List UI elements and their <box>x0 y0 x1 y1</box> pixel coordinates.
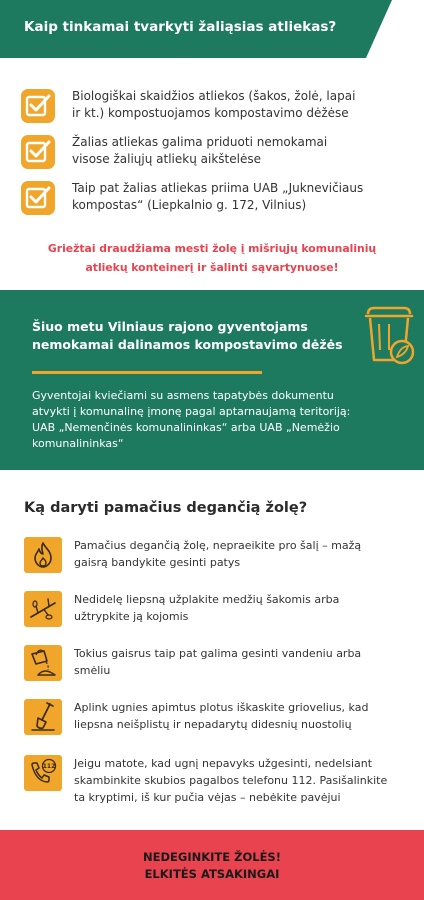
warning-text: Griežtai draudžiama mesti žolę į mišriųjų komunalinių atliekų konteinerį ir šalinti sąvartynuose! <box>47 242 377 274</box>
header-banner <box>0 0 366 58</box>
checkbox-check-icon <box>20 180 56 216</box>
compost-bin-section <box>0 290 424 470</box>
compost-title: Šiuo metu Vilniaus rajono gyventojams nemokamai dalinamos kompostavimo dėžės <box>32 319 343 352</box>
header-title: Kaip tinkamai tvarkyti žaliąsias atliekas? <box>24 19 337 35</box>
rule-text: Žalias atliekas galima priduoti nemokamai visose žaliųjų atliekų aikštelėse <box>72 135 328 166</box>
checkbox-check-icon <box>20 88 56 124</box>
fire-step-text: Pamačius degančią žolę, nepraeikite pro šalį – mažą gaisrą bandykite gesinti patys <box>74 539 362 569</box>
bucket-pour-icon <box>24 645 62 681</box>
rule-text: Taip pat žalias atliekas priima UAB „Juknevičiaus kompostas“ (Liepkalnio g. 172, Vilnius) <box>72 181 364 212</box>
accent-divider <box>32 371 262 374</box>
checkbox-check-icon <box>20 134 56 170</box>
phone-112-icon <box>24 755 62 791</box>
compost-bin-icon <box>362 300 416 370</box>
rule-item-company <box>20 176 410 222</box>
fire-step-text: Tokius gaisrus taip pat galima gesinti vandeniu arba smėliu <box>74 647 362 677</box>
fire-section-title: Ką daryti pamačius degančią žolę? <box>24 500 308 516</box>
rule-item-compost <box>20 84 410 130</box>
rule-text: Biologiškai skaidžios atliekos (šakos, žolė, lapai ir kt.) kompostuojamos kompostavimo dėžėse <box>72 89 356 120</box>
rule-item-green-sites <box>20 130 410 176</box>
fire-step-text: Aplink ugnies apimtus plotus iškaskite griovelius, kad liepsna neišplistų ir nepadarytų didesnių nuostolių <box>74 701 369 731</box>
fire-step-text: Jeigu matote, kad ugnį nepavyks užgesinti, nedelsiant skambinkite skubios pagalbos telefonu 112. Pasišalinkite ta kryptimi, iš kur pučia vėjas – nebėkite pavėjui <box>74 757 388 804</box>
compost-text: Gyventojai kviečiami su asmens tapatybės dokumentu atvykti į komunalinę įmonę pagal aptarnaujamą teritoriją: UAB „Nemenčinės komunalininkas“ arba UAB „Nemėžio komunalininkas“ <box>32 389 351 450</box>
fire-step-text: Nedidelę liepsną užplakite medžių šakomis arba užtrypkite ją kojomis <box>74 593 340 623</box>
branch-icon <box>24 591 62 627</box>
footer-banner <box>0 830 424 900</box>
shovel-icon <box>24 699 62 735</box>
footer-line-1: NEDEGINKITE ŽOLĖS! <box>143 850 281 864</box>
phone-badge-text: 112 <box>42 763 56 771</box>
flame-icon <box>24 537 62 573</box>
footer-line-2: ELKITĖS ATSAKINGAI <box>144 867 280 881</box>
